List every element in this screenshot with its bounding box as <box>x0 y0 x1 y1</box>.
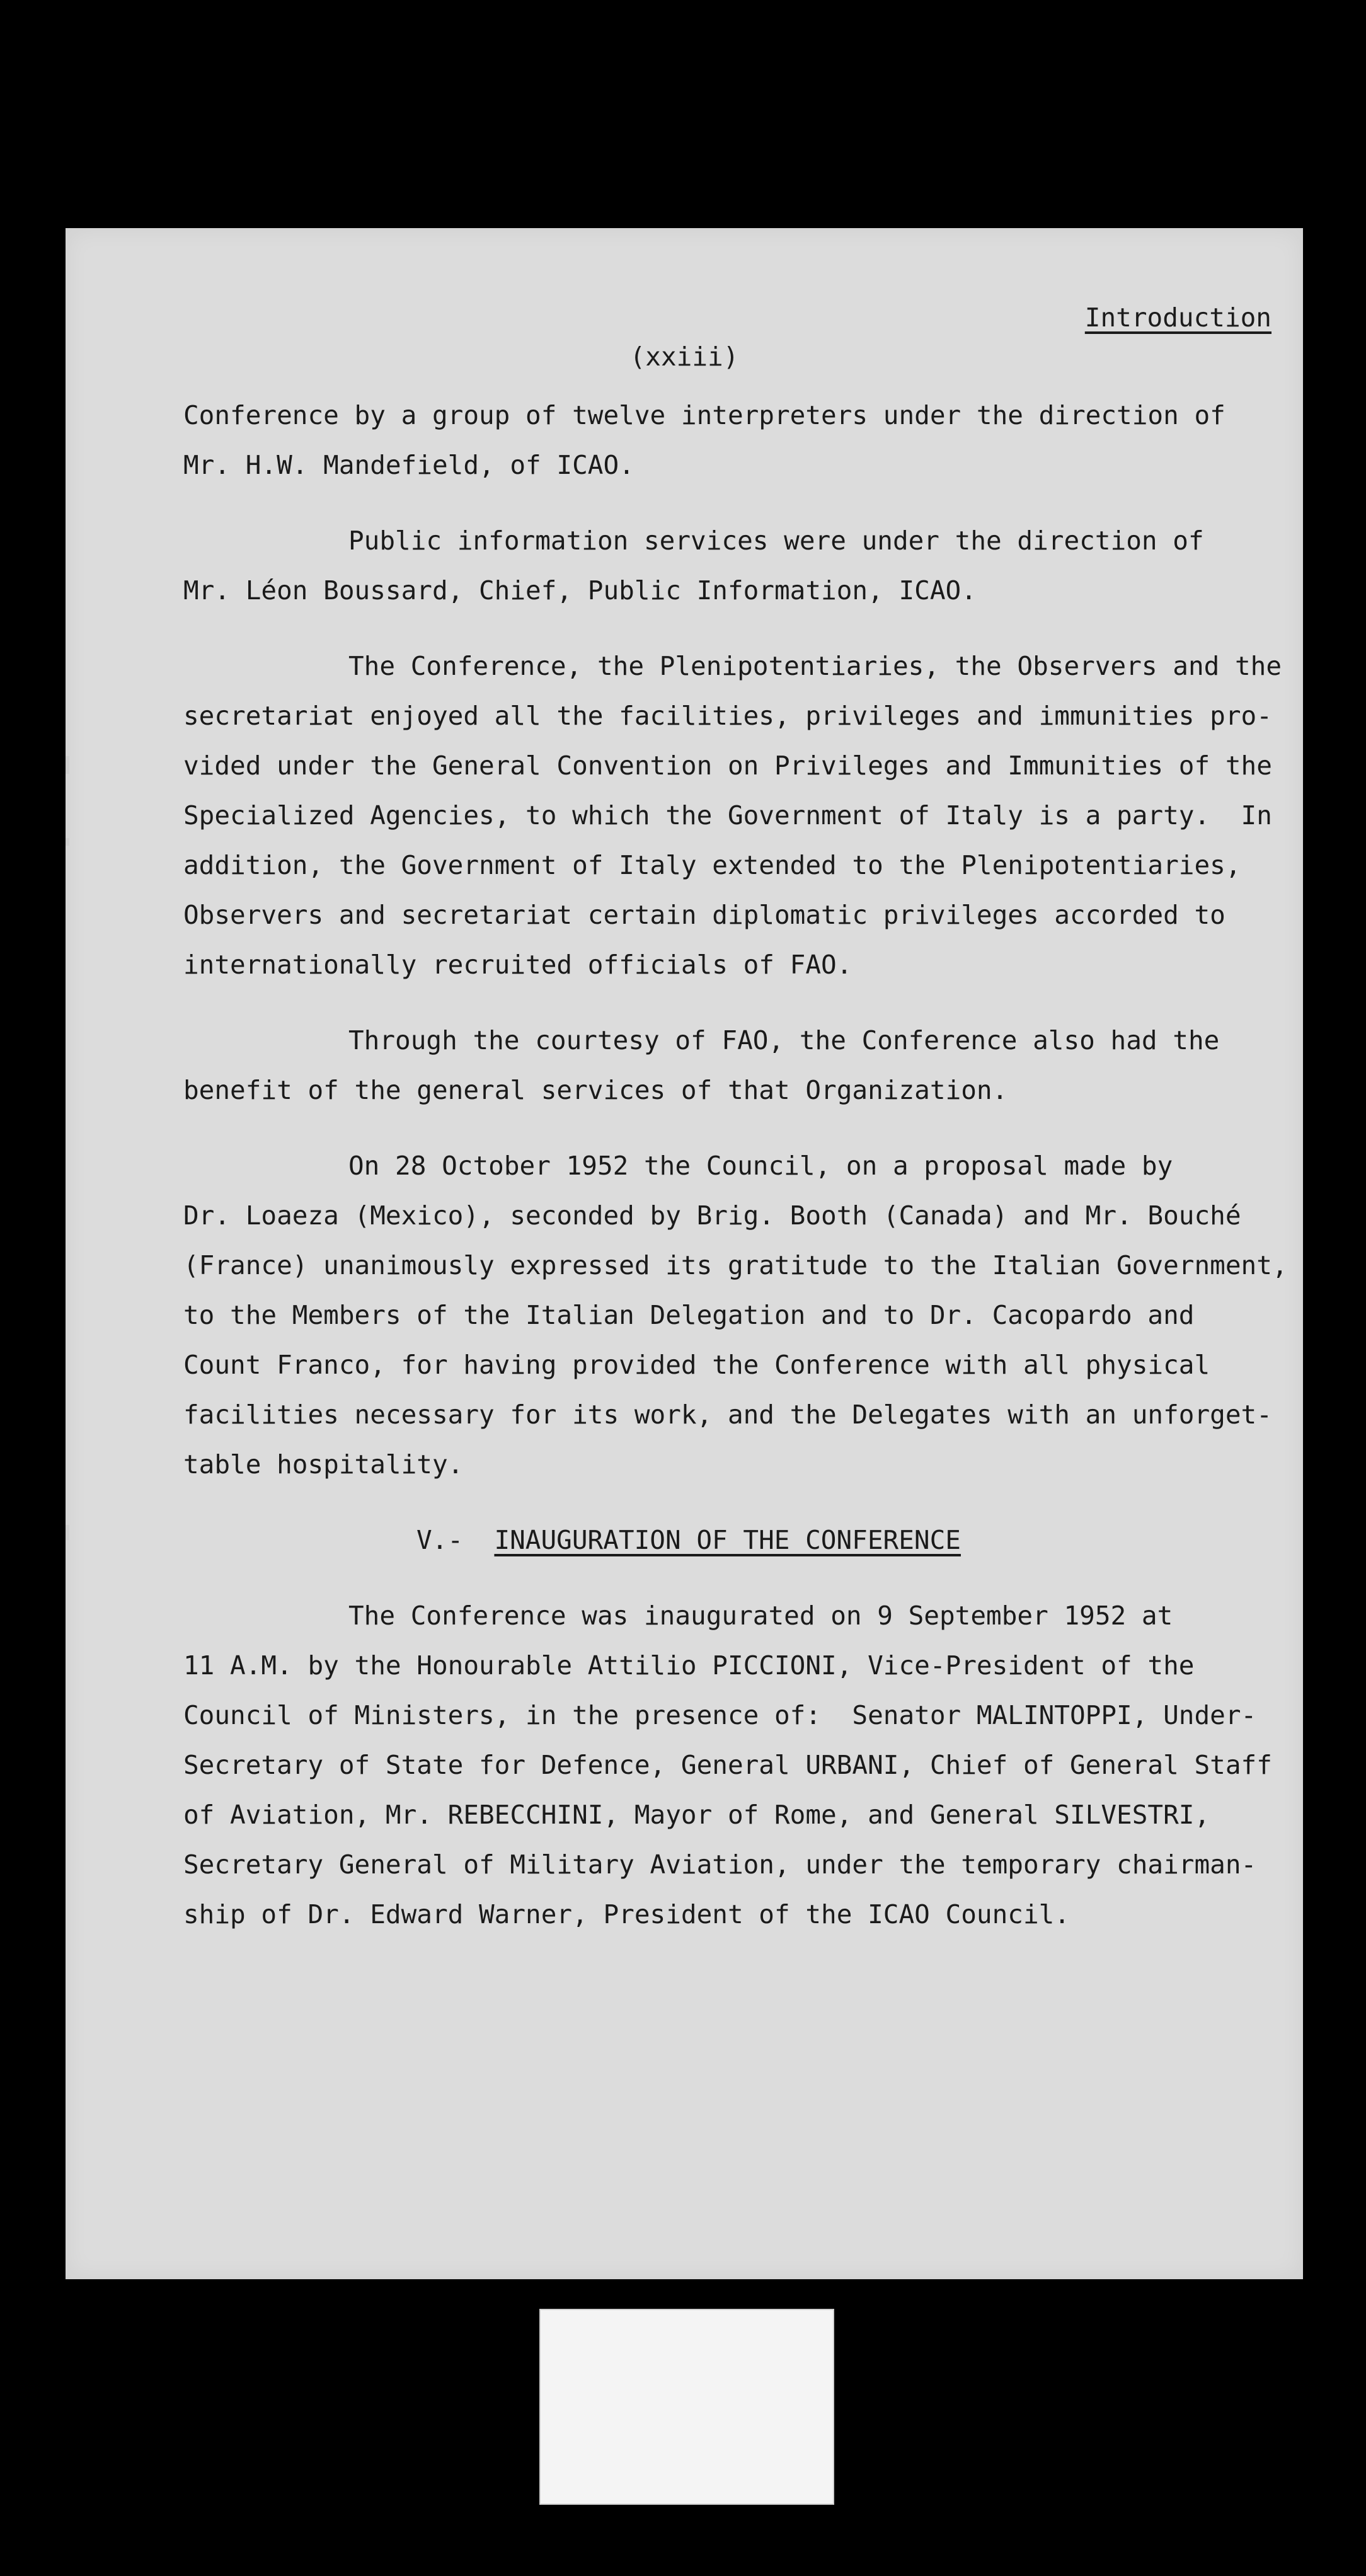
paragraph <box>183 641 1282 990</box>
text-line: facilities necessary for its work, and the Delegates with an unforget- <box>183 1400 1272 1430</box>
paragraph-gap <box>183 990 1267 1016</box>
paragraph-gap <box>183 1490 1267 1515</box>
paragraph-gap <box>183 1115 1267 1141</box>
paragraph <box>183 391 1267 490</box>
paragraph-gap <box>183 490 1267 516</box>
text-line: (France) unanimously expressed its gratitude to the Italian Government, <box>183 1250 1288 1280</box>
text-line: Secretary General of Military Aviation, under the temporary chairman- <box>183 1849 1257 1880</box>
body-text <box>183 391 1288 1940</box>
text-line: Public information services were under the direction of <box>348 526 1204 556</box>
text-line: internationally recruited officials of FAO. <box>183 950 852 980</box>
text-line: secretariat enjoyed all the facilities, privileges and immunities pro- <box>183 701 1272 731</box>
margin-mark <box>66 756 69 774</box>
text-line: benefit of the general services of that Organization. <box>183 1075 1008 1105</box>
margin-mark <box>66 838 69 846</box>
text-line: The Conference, the Plenipotentiaries, the Observers and the <box>348 651 1282 681</box>
text-line: vided under the General Convention on Privileges and Immunities of the <box>183 750 1272 781</box>
final-paragraph <box>183 1591 1272 1940</box>
document-page <box>66 228 1303 2279</box>
text-line: ship of Dr. Edward Warner, President of the ICAO Council. <box>183 1899 1070 1929</box>
text-line: Secretary of State for Defence, General URBANI, Chief of General Staff <box>183 1750 1272 1780</box>
paragraph-gap <box>183 1565 1267 1591</box>
text-line: addition, the Government of Italy extended to the Plenipotentiaries, <box>183 850 1241 880</box>
section-title: INAUGURATION OF THE CONFERENCE <box>494 1525 961 1555</box>
text-line: of Aviation, Mr. REBECCHINI, Mayor of Rome, and General SILVESTRI, <box>183 1800 1210 1830</box>
section-header: Introduction <box>1084 302 1271 333</box>
text-line: Through the courtesy of FAO, the Conference also had the <box>348 1025 1220 1055</box>
text-line: to the Members of the Italian Delegation and to Dr. Cacopardo and <box>183 1300 1195 1330</box>
paragraph <box>183 516 1267 616</box>
text-line: Dr. Loaeza (Mexico), seconded by Brig. Booth (Canada) and Mr. Bouché <box>183 1200 1241 1231</box>
text-line: On 28 October 1952 the Council, on a proposal made by <box>348 1151 1173 1181</box>
text-line: Observers and secretariat certain diplomatic privileges accorded to <box>183 900 1225 930</box>
text-line: 11 A.M. by the Honourable Attilio PICCIONI, Vice-President of the <box>183 1650 1195 1681</box>
section-number: V.- <box>416 1525 464 1555</box>
paragraph <box>183 1141 1288 1490</box>
text-line: Count Franco, for having provided the Conference with all physical <box>183 1350 1210 1380</box>
text-line: Conference by a group of twelve interpreters under the direction of <box>183 400 1225 430</box>
paragraph <box>183 1016 1267 1115</box>
paragraph-gap <box>183 616 1267 641</box>
margin-mark <box>66 1525 69 1540</box>
text-line: The Conference was inaugurated on 9 September 1952 at <box>348 1601 1173 1631</box>
text-line: table hospitality. <box>183 1449 464 1480</box>
target-card <box>539 2309 834 2505</box>
paragraph-list <box>183 391 1288 1515</box>
text-line: Mr. H.W. Mandefield, of ICAO. <box>183 450 634 480</box>
text-line: Council of Ministers, in the presence of: Senator MALINTOPPI, Under- <box>183 1700 1257 1730</box>
text-line: Mr. Léon Boussard, Chief, Public Information, ICAO. <box>183 575 977 606</box>
section-heading <box>183 1515 1267 1565</box>
page-number: (xxiii) <box>629 342 739 372</box>
text-line: Specialized Agencies, to which the Government of Italy is a party. In <box>183 800 1272 831</box>
